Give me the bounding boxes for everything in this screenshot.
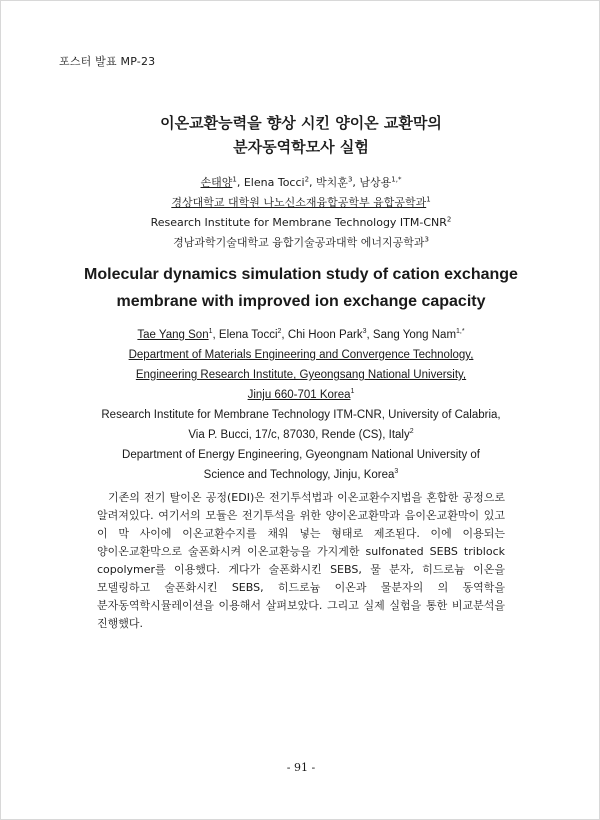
author-affiliation-mark: 2 <box>304 175 310 184</box>
abstract-body: 기존의 전기 탈이온 공정(EDI)은 전기투석법과 이온교환수지법을 혼합한 공정으로 알려져있다. 여기서의 모듈은 전기투석을 위한 양이온교환막과 음이온교환막이 있고 이 막 사이에 이온교환수지를 채워 넣는 형태로 제조된다. 이에 이용되는 양이온교환막으로 술폰화시켜 이온교환능을 가지게한 sulfonated SEBS triblock copolymer를 이용했다. 게다가 술폰화시킨 SEBS, 물 분자, 히드로늄 이온을 모델링하고 술폰화시킨 SEBS, 히드로늄 이온과 물분자의 의 동역학을 분자동역학시뮬레이션을 이용해서 살펴보았다. 그리고 실제 실험을 통한 비교분석을 진행했다. <box>97 491 505 630</box>
korean-author-list <box>41 173 561 193</box>
korean-affiliation-1 <box>41 193 561 213</box>
author-name: 박치훈 <box>316 176 348 189</box>
korean-title-line-2: 분자동역학모사 실험 <box>233 138 369 156</box>
english-affiliation-3-line-2 <box>41 465 561 485</box>
author-name: 남상용 <box>359 176 392 189</box>
english-title-line-2: membrane with improved ion exchange capacity <box>116 293 486 310</box>
english-author-block <box>41 325 561 485</box>
author-name: 손태양 <box>200 176 233 189</box>
english-affiliation-2-line-2 <box>41 425 561 445</box>
korean-title-line-1: 이온교환능력을 향상 시킨 양이온 교환막의 <box>160 114 442 132</box>
author-separator: , <box>236 176 244 189</box>
affiliation-mark: 1 <box>350 388 355 396</box>
author-affiliation-mark: 3 <box>347 175 353 184</box>
author-name: Sang Yong Nam <box>372 329 457 341</box>
affiliation-mark: 3 <box>394 468 399 476</box>
korean-title <box>41 111 561 159</box>
english-affiliation-3-line-1: Department of Energy Engineering, Gyeongnam National University of <box>122 449 480 461</box>
english-affiliation-1-line-1: Department of Materials Engineering and Convergence Technology, <box>128 349 474 361</box>
author-name: Elena Tocci <box>243 176 305 189</box>
english-title-line-1: Molecular dynamics simulation study of cation exchange <box>84 266 518 283</box>
author-name: Elena Tocci <box>218 329 278 341</box>
author-affiliation-mark: 3 <box>362 328 367 336</box>
english-affiliation-1-line-3 <box>41 385 561 405</box>
affiliation-text: Science and Technology, Jinju, Korea <box>203 469 395 481</box>
english-affiliation-1-line-2: Engineering Research Institute, Gyeongsang National University, <box>135 369 467 381</box>
english-author-list <box>41 325 561 345</box>
author-separator: , <box>281 329 288 341</box>
affiliation-text: Research Institute for Membrane Technology ITM-CNR <box>150 216 447 229</box>
author-separator: , <box>352 176 360 189</box>
affiliation-text: Jinju 660-701 Korea <box>247 389 351 401</box>
author-affiliation-mark: 2 <box>277 328 282 336</box>
affiliation-mark: 2 <box>446 215 452 224</box>
affiliation-text: 경남과학기술대학교 융합기술공과대학 에너지공학과 <box>173 236 425 249</box>
author-affiliation-mark: 1 <box>208 328 213 336</box>
author-separator: , <box>309 176 317 189</box>
english-title <box>41 261 561 315</box>
page-number: - 91 - <box>286 761 316 774</box>
author-affiliation-mark: 1 <box>232 175 237 184</box>
affiliation-mark: 1 <box>426 195 431 204</box>
affiliation-mark: 2 <box>409 428 414 436</box>
korean-affiliation-2 <box>41 213 561 233</box>
author-separator: , <box>212 329 219 341</box>
poster-session-label: 포스터 발표 MP-23 <box>59 55 156 68</box>
korean-affiliation-3 <box>41 233 561 253</box>
affiliation-text: Via P. Bucci, 17/c, 87030, Rende (CS), Italy <box>188 429 410 441</box>
author-affiliation-mark: 1,* <box>456 328 465 336</box>
english-affiliation-2-line-1: Research Institute for Membrane Technology ITM-CNR, University of Calabria, <box>101 409 501 421</box>
author-name: Chi Hoon Park <box>287 329 363 341</box>
author-name: Tae Yang Son <box>137 329 209 341</box>
author-separator: , <box>366 329 373 341</box>
affiliation-mark: 3 <box>424 235 429 244</box>
affiliation-text: 경상대학교 대학원 나노신소재융합공학부 융합공학과 <box>171 196 427 209</box>
korean-author-block <box>41 173 561 253</box>
author-affiliation-mark: 1,* <box>391 175 402 184</box>
